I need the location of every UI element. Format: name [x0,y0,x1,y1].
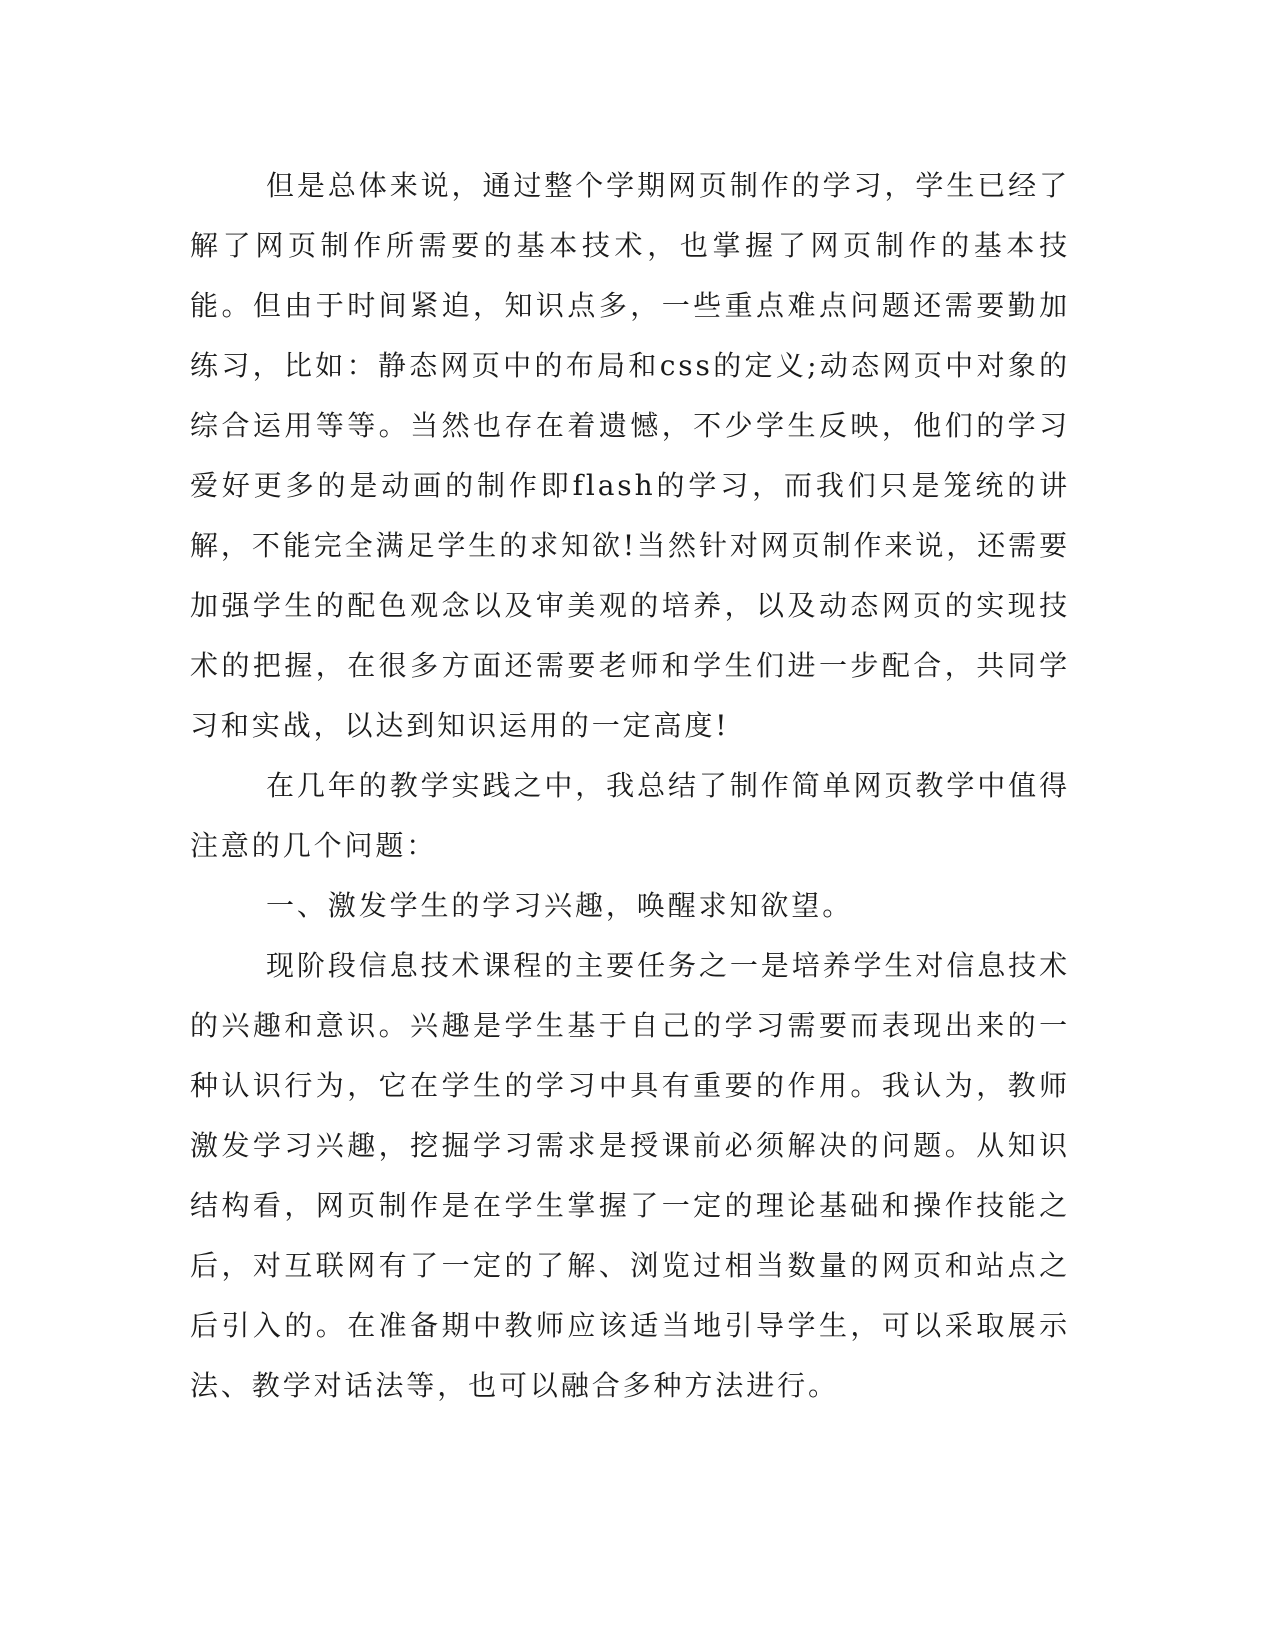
paragraph-interest: 现阶段信息技术课程的主要任务之一是培养学生对信息技术的兴趣和意识。兴趣是学生基于自己的学习需要而表现出来的一种认识行为，它在学生的学习中具有重要的作用。我认为，教师激发学习兴趣，挖掘学习需求是授课前必须解决的问题。从知识结构看，网页制作是在学生掌握了一定的理论基础和操作技能之后，对互联网有了一定的了解、浏览过相当数量的网页和站点之后引入的。在准备期中教师应该适当地引导学生，可以采取展示法、教学对话法等，也可以融合多种方法进行。 [190,949,1070,1402]
document-body [190,156,1070,1416]
section-heading-interest: 一、激发学生的学习兴趣，唤醒求知欲望。 [266,889,854,922]
paragraph-intro-issues: 在几年的教学实践之中，我总结了制作简单网页教学中值得注意的几个问题： [190,769,1070,862]
paragraph-summary: 但是总体来说，通过整个学期网页制作的学习，学生已经了解了网页制作所需要的基本技术，也掌握了网页制作的基本技能。但由于时间紧迫，知识点多，一些重点难点问题还需要勤加练习，比如：静态网页中的布局和css的定义;动态网页中对象的综合运用等等。当然也存在着遗憾，不少学生反映，他们的学习爱好更多的是动画的制作即flash的学习，而我们只是笼统的讲解，不能完全满足学生的求知欲!当然针对网页制作来说，还需要加强学生的配色观念以及审美观的培养，以及动态网页的实现技术的把握，在很多方面还需要老师和学生们进一步配合，共同学习和实战，以达到知识运用的一定高度! [190,169,1070,742]
